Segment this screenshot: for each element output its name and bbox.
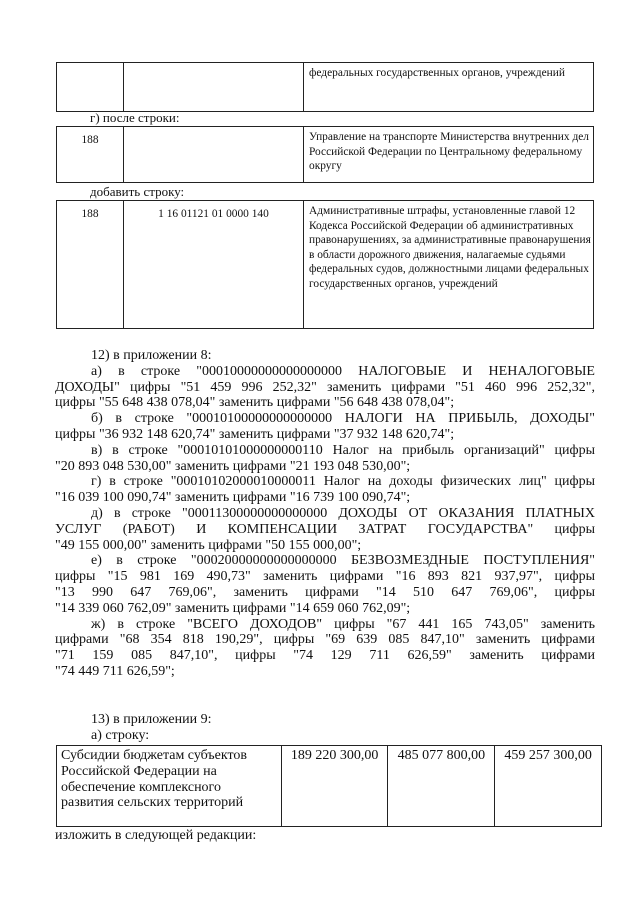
list-item-line: "14 339 060 762,09" заменить цифрами "14 659 060 762,09"; <box>55 600 411 616</box>
footer-line <box>55 828 595 844</box>
note-after-row: г) после строки: <box>90 110 180 125</box>
list-item-line: е) в строке "00020000000000000000 БЕЗВОЗМЕЗДНЫЕ ПОСТУПЛЕНИЯ" <box>91 553 595 569</box>
list-item-line: д) в строке "00011300000000000000 ДОХОДЫ ОТ ОКАЗАНИЯ ПЛАТНЫХ <box>91 505 595 521</box>
cell-name: Управление на транспорте Министерства внутренних дел Российской Федерации по Центральному федеральному округу <box>304 127 594 183</box>
table-new-row <box>56 200 594 329</box>
section-12 <box>55 348 595 680</box>
list-item-line: "71 159 085 847,10", цифры "74 129 711 626,59" заменить цифрами <box>55 648 595 664</box>
list-item-line: УСЛУГ (РАБОТ) И КОМПЕНСАЦИИ ЗАТРАТ ГОСУДАРСТВА" цифры <box>55 521 595 537</box>
section-13 <box>55 712 595 744</box>
cell-value-1: 189 220 300,00 <box>281 746 388 827</box>
cell-admin-code: 188 <box>57 201 124 329</box>
cell-subsidy-name: Субсидии бюджетам субъектов Российской Федерации на обеспечение комплексного развития сельских территорий <box>57 746 282 827</box>
cell-value-2: 485 077 800,00 <box>388 746 495 827</box>
table-row <box>57 201 594 329</box>
list-item-line: цифрами "68 354 818 190,29", цифры "69 639 085 847,10" заменить цифрами <box>55 632 595 648</box>
list-item-line: б) в строке "00010100000000000000 НАЛОГИ НА ПРИБЫЛЬ, ДОХОДЫ" <box>91 411 595 427</box>
list-item-line: цифры "15 981 169 490,73" заменить цифрами "16 893 821 937,97", цифры <box>55 569 595 585</box>
cell-kbk-code <box>124 63 304 112</box>
list-item-line: "13 990 647 769,06", заменить цифрами "14 510 647 769,06", цифры <box>55 584 595 600</box>
table-after-row <box>56 126 594 183</box>
list-item-line: "20 893 048 530,00" заменить цифрами "21 193 048 530,00"; <box>55 458 411 474</box>
list-item-line: "16 039 100 090,74" заменить цифрами "16 739 100 090,74"; <box>55 490 411 506</box>
cell-value-3: 459 257 300,00 <box>495 746 602 827</box>
table-row <box>57 127 594 183</box>
cell-kbk-code <box>124 127 304 183</box>
table-subsidies <box>56 745 602 827</box>
list-item-line: "49 155 000,00" заменить цифрами "50 155 000,00"; <box>55 537 362 553</box>
list-item-line: г) в строке "00010102000010000011 Налог на доходы физических лиц" цифры <box>91 474 595 490</box>
list-item-line: цифры "55 648 438 078,04" заменить цифрами "56 648 438 078,04"; <box>55 395 455 411</box>
section-12-items <box>55 364 595 680</box>
cell-name: Административные штрафы, установленные главой 12 Кодекса Российской Федерации об административных правонарушениях, за административные правонарушения в области дорожного движения, налагаемые судьями федеральных судов, должностными лицами федеральных государственных органов, учреждений <box>304 201 594 329</box>
table-continuation <box>56 62 594 112</box>
cell-kbk-code: 1 16 01121 01 0000 140 <box>124 201 304 329</box>
list-item-line: "74 449 711 626,59"; <box>55 663 175 679</box>
cell-admin-code <box>57 63 124 112</box>
list-item-line: в) в строке "00010101000000000110 Налог на прибыль организаций" цифры <box>91 442 595 458</box>
table-row <box>57 63 594 112</box>
list-item-line: ж) в строке "ВСЕГО ДОХОДОВ" цифры "67 441 165 743,05" заменить <box>91 616 595 632</box>
note-add-row: добавить строку: <box>90 184 185 199</box>
list-item-line: ДОХОДЫ" цифры "51 459 996 252,32" заменить цифрами "51 460 996 252,32", <box>55 379 595 395</box>
footer-text: изложить в следующей редакции: <box>55 828 257 843</box>
sub-heading: а) строку: <box>91 727 150 743</box>
list-item-line: цифры "36 932 148 620,74" заменить цифрами "37 932 148 620,74"; <box>55 426 455 442</box>
cell-admin-code: 188 <box>57 127 124 183</box>
table-row <box>57 746 602 827</box>
section-heading: 13) в приложении 9: <box>91 712 212 727</box>
cell-name: федеральных государственных органов, учреждений <box>304 63 594 112</box>
section-heading: 12) в приложении 8: <box>91 348 212 363</box>
list-item-line: а) в строке "00010000000000000000 НАЛОГОВЫЕ И НЕНАЛОГОВЫЕ <box>91 363 595 379</box>
